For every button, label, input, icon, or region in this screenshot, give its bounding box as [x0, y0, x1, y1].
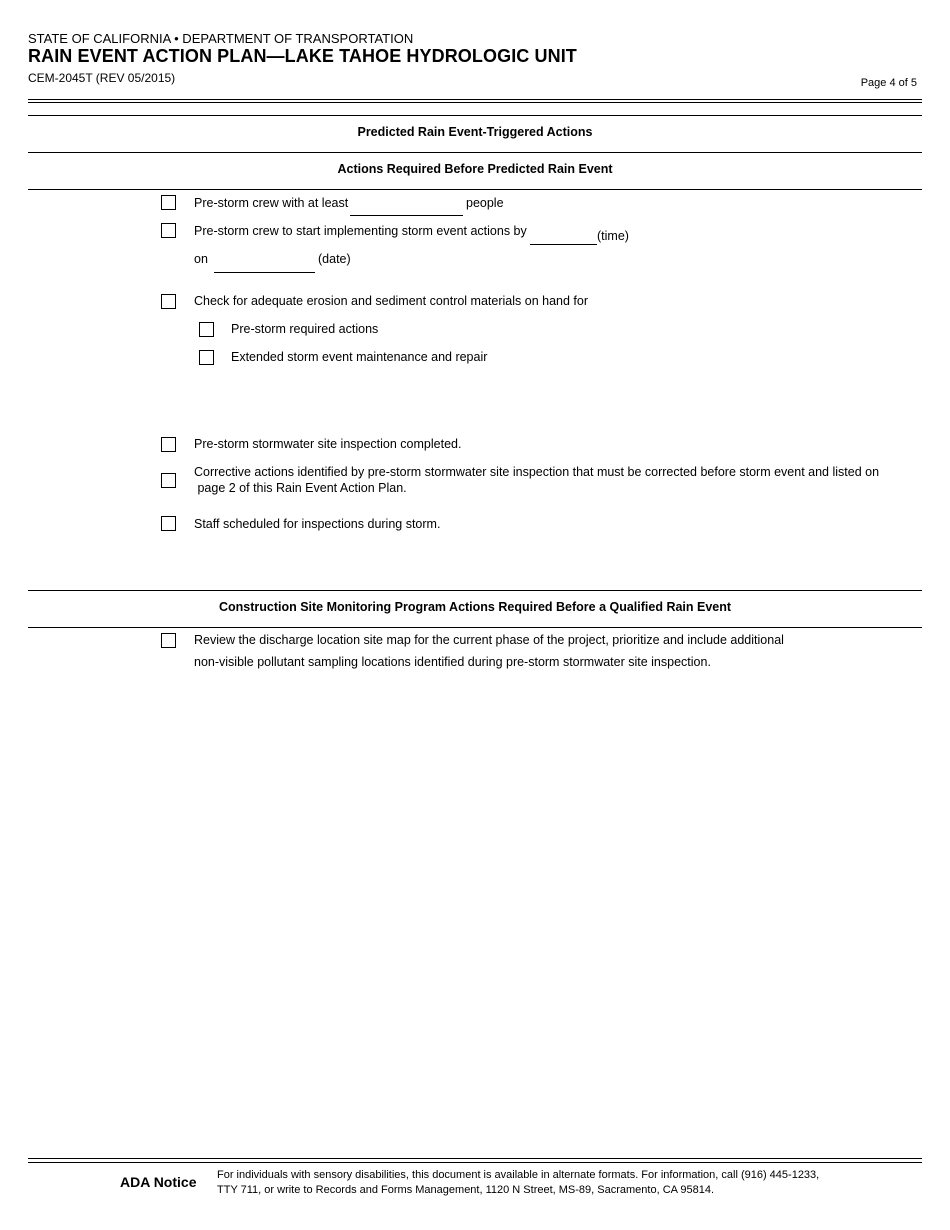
- materials-sub2-label: Extended storm event maintenance and repair: [231, 350, 488, 364]
- date-input[interactable]: [214, 258, 315, 273]
- review-label-line2: non-visible pollutant sampling locations identified during pre-storm stormwater site inspection.: [194, 655, 711, 669]
- on-label: on: [194, 252, 208, 266]
- materials-label: Check for adequate erosion and sediment control materials on hand for: [194, 294, 588, 308]
- staff-label: Staff scheduled for inspections during storm.: [194, 517, 441, 531]
- section-title-predicted: Predicted Rain Event-Triggered Actions: [357, 125, 593, 139]
- header-divider-bottom: [28, 102, 922, 103]
- page-number: Page 4 of 5: [860, 77, 917, 89]
- crew-checkbox[interactable]: [161, 195, 176, 210]
- agency-line: STATE OF CALIFORNIA • DEPARTMENT OF TRANSPORTATION: [28, 31, 414, 46]
- inspection-label: Pre-storm stormwater site inspection completed.: [194, 437, 462, 451]
- section-divider: [28, 115, 922, 116]
- inspection-checkbox[interactable]: [161, 437, 176, 452]
- materials-sub1-checkbox[interactable]: [199, 322, 214, 337]
- crew-people-input[interactable]: [350, 201, 463, 216]
- start-time-input[interactable]: [530, 230, 597, 245]
- corrective-label-line1: Corrective actions identified by pre-storm stormwater site inspection that must be corrected before storm event and listed on: [194, 465, 880, 479]
- ada-notice-line2: TTY 711, or write to Records and Forms Management, 1120 N Street, MS-89, Sacramento, CA 95814.: [217, 1183, 715, 1196]
- crew-suffix: people: [466, 196, 504, 210]
- start-label: Pre-storm crew to start implementing storm event actions by: [194, 224, 527, 238]
- materials-checkbox[interactable]: [161, 294, 176, 309]
- section-title-before-predicted: Actions Required Before Predicted Rain Event: [337, 162, 613, 176]
- review-checkbox[interactable]: [161, 633, 176, 648]
- section-divider: [28, 189, 922, 190]
- ada-notice-text: [217, 1168, 857, 1197]
- footer-divider-top: [28, 1158, 922, 1159]
- form-title: RAIN EVENT ACTION PLAN—LAKE TAHOE HYDROLOGIC UNIT: [28, 46, 577, 66]
- review-label-line1: Review the discharge location site map for the current phase of the project, prioritize and include additional: [194, 633, 784, 647]
- form-number: CEM-2045T (REV 05/2015): [28, 71, 176, 85]
- ada-notice-title: ADA Notice: [120, 1174, 197, 1190]
- header-divider-top: [28, 99, 922, 100]
- footer-divider-bottom: [28, 1162, 922, 1163]
- corrective-checkbox[interactable]: [161, 473, 176, 488]
- ada-notice-line1: For individuals with sensory disabilities, this document is available in alternate formats. For information, call (916) 445-1233,: [217, 1169, 820, 1181]
- start-checkbox[interactable]: [161, 223, 176, 238]
- section-divider: [28, 152, 922, 153]
- section-divider: [28, 627, 922, 628]
- section-title-monitoring: Construction Site Monitoring Program Actions Required Before a Qualified Rain Event: [218, 600, 732, 614]
- section-divider: [28, 590, 922, 591]
- crew-label: Pre-storm crew with at least: [194, 196, 349, 210]
- time-label: (time): [597, 229, 629, 243]
- materials-sub1-label: Pre-storm required actions: [231, 322, 379, 336]
- materials-sub2-checkbox[interactable]: [199, 350, 214, 365]
- staff-checkbox[interactable]: [161, 516, 176, 531]
- corrective-label-line2: page 2 of this Rain Event Action Plan.: [194, 481, 407, 495]
- date-label: (date): [318, 252, 351, 266]
